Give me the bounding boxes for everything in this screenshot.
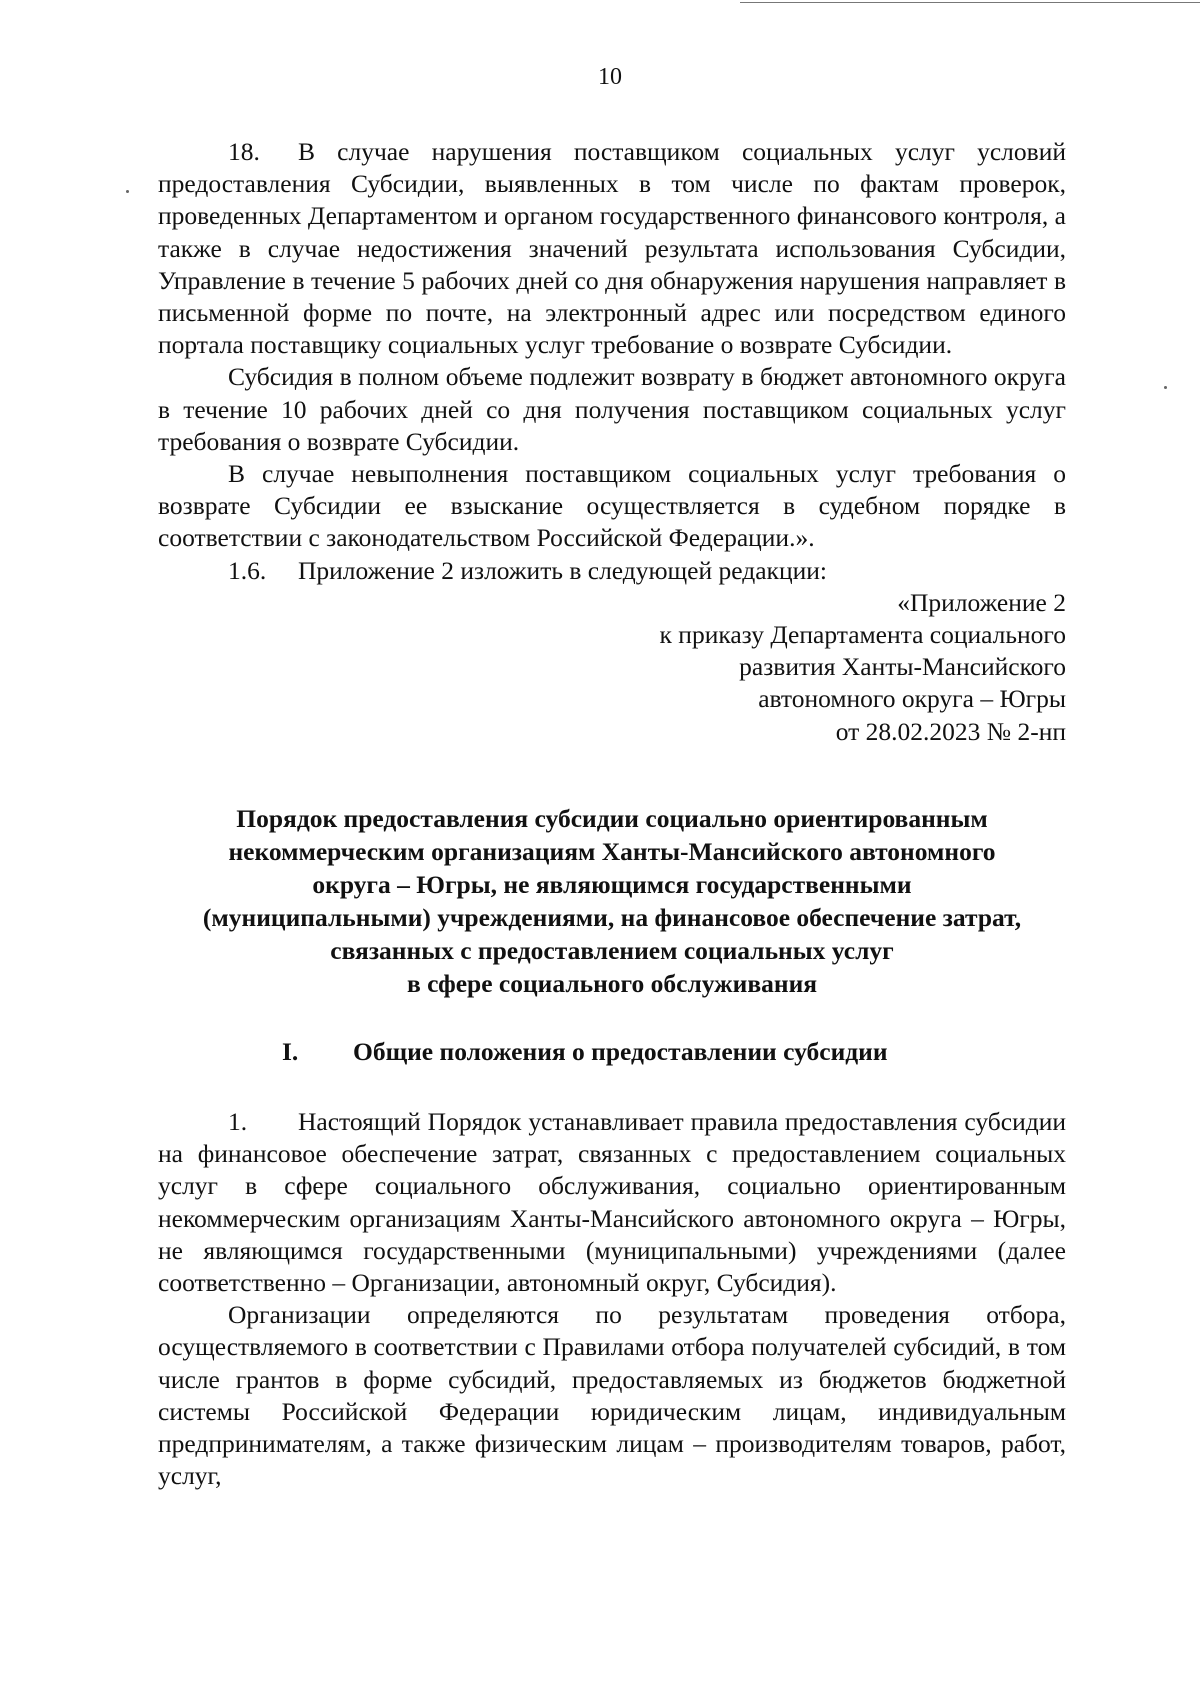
section-number: I. [282, 1036, 299, 1066]
section-title: Общие положения о предоставлении субсидии [353, 1036, 888, 1066]
appendix-line: автономного округа – Югры [758, 684, 1066, 714]
page-number: 10 [598, 64, 622, 90]
appendix-line: «Приложение 2 [897, 587, 1066, 617]
scan-speck [1164, 386, 1167, 389]
title-line: некоммерческим организациям Ханты-Мансийского автономного [228, 836, 996, 866]
scan-speck [126, 190, 129, 193]
title-line: Порядок предоставления субсидии социально ориентированным [236, 803, 988, 833]
paragraph-text: Приложение 2 изложить в следующей редакции: [298, 555, 827, 585]
appendix-line: от 28.02.2023 № 2-нп [835, 716, 1066, 746]
appendix-line: развития Ханты-Мансийского [739, 652, 1066, 682]
paragraph-1 [158, 1106, 1066, 1299]
title-line: в сфере социального обслуживания [406, 968, 818, 998]
title-line: связанных с предоставлением социальных услуг [330, 935, 894, 965]
paragraph-text: Настоящий Порядок устанавливает правила предоставления субсидии на финансовое обеспечение затрат, связанных с предоставлением социальных услуг в сфере социального обслуживания, социально ориентированным некоммерческим организациям Ханты-Мансийского автономного округа – Югры, не являющимся государственными (муниципальными) учреждениями (далее соответственно – Организации, автономный округ, Субсидия). [158, 1107, 1066, 1298]
title-line: округа – Югры, не являющимся государственными [312, 869, 912, 899]
paragraph-number: 1. [228, 1107, 248, 1137]
paragraph-number: 18. [228, 137, 260, 166]
paragraph-1-6 [158, 555, 1066, 587]
paragraph-court: В случае невыполнения поставщиком социальных услуг требования о возврате Субсидии ее взыскание осуществляется в судебном порядке в соответствии с законодательством Российской Федерации.». [158, 459, 1066, 553]
document-title [158, 802, 1066, 1000]
scan-edge-line [740, 2, 1200, 3]
appendix-line: к приказу Департамента социального [659, 620, 1066, 650]
paragraph-18 [158, 136, 1066, 361]
document-body [158, 136, 1066, 1493]
paragraph-refund: Субсидия в полном объеме подлежит возврату в бюджет автономного округа в течение 10 рабочих дней со дня получения поставщиком социальных услуг требования о возврате Субсидии. [158, 362, 1066, 456]
paragraph-text: В случае нарушения поставщиком социальных услуг условий предоставления Субсидии, выявленных в том числе по фактам проверок, проведенных Департаментом и органом государственного финансового контроля, а также в случае недостижения значений результата использования Субсидии, Управление в течение 5 рабочих дней со дня обнаружения нарушения направляет в письменной форме по почте, на электронный адрес или посредством единого портала поставщику социальных услуг требование о возврате Субсидии. [158, 137, 1066, 360]
title-line: (муниципальными) учреждениями, на финансовое обеспечение затрат, [202, 902, 1022, 932]
appendix-header [158, 587, 1066, 748]
paragraph-organizations: Организации определяются по результатам проведения отбора, осуществляемого в соответствии с Правилами отбора получателей субсидий, в том числе грантов в форме субсидий, предоставляемых из бюджетов бюджетной системы Российской Федерации юридическим лицам, индивидуальным предпринимателям, а также физическим лицам – производителям товаров, работ, услуг, [158, 1300, 1066, 1491]
paragraph-number: 1.6. [228, 555, 267, 585]
section-heading [158, 1036, 1066, 1068]
